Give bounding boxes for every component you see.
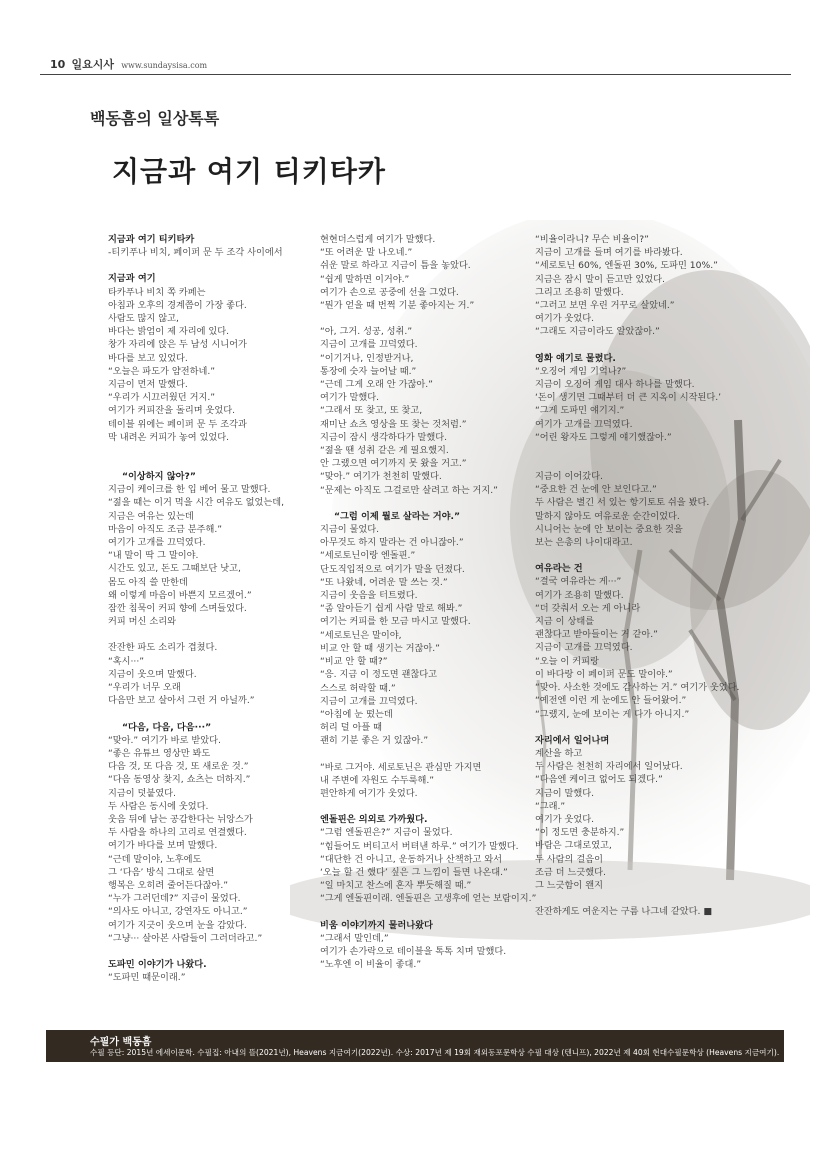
text-line: 스스로 허락할 때.” — [320, 682, 396, 694]
text-line: “이 정도면 충분하지.” — [535, 827, 625, 839]
text-line: “그럼 엔돌핀은?” 지금이 물었다. — [320, 827, 453, 839]
text-line: 커피 머신 소리와 — [108, 616, 176, 628]
text-line: “아, 그거. 성공, 성취.” — [320, 326, 413, 338]
text-line: “누가 그러던데?” 지금이 물었다. — [108, 893, 241, 905]
magazine-url[interactable]: www.sundaysisa.com — [121, 61, 208, 70]
text-line: 지금 이 상태를 — [535, 616, 595, 628]
text-line: “이기거나, 인정받거나, — [320, 352, 414, 364]
paragraph-gap — [320, 748, 536, 761]
section-heading: 도파민 이야기가 나왔다. — [108, 958, 207, 970]
text-line: “일 마치고 찬스에 혼자 뿌듯해질 때.” — [320, 880, 472, 892]
text-line: 계산을 하고 — [535, 747, 583, 759]
text-line: “그러고 보면 우린 거꾸로 살았네.” — [535, 300, 675, 312]
section-heading: 지금과 여기 티키타카 — [108, 234, 195, 245]
header-rule — [40, 74, 791, 75]
text-line: 테이블 위에는 페이퍼 문 두 조각과 — [108, 418, 247, 430]
text-line: 마음이 아직도 조금 분주해.” — [108, 523, 223, 535]
article-column-1 — [108, 233, 284, 984]
text-line: 지금이 먼저 말했다. — [108, 379, 188, 391]
text-line: ‘돈이 생기면 그때부터 더 큰 지옥이 시작된다.’ — [535, 392, 722, 404]
paragraph-gap — [535, 549, 739, 562]
text-line: “그랬지, 눈에 보이는 게 다가 아니지.” — [535, 708, 690, 720]
text-line: “뭔가 얻을 때 번쩍 기분 좋아지는 거.” — [320, 300, 475, 312]
text-line: 보는 은총의 나이대라고. — [535, 537, 633, 549]
text-line: 말하지 않아도 여유로운 순간이었다. — [535, 510, 680, 522]
text-line: 지금이 덧붙였다. — [108, 787, 176, 799]
paragraph-gap — [108, 628, 284, 641]
text-line: 여기가 말했다. — [320, 392, 380, 404]
text-line: 두 사람은 별긴 서 있는 항기토토 쉬을 봤다. — [535, 497, 710, 509]
text-line: 쉬운 말로 하라고 지금이 틈을 놓았다. — [320, 260, 471, 272]
text-line: “비교 안 할 때?” — [320, 656, 388, 668]
section-heading: 지금과 여기 — [108, 273, 156, 285]
text-line: “맞아.” 여기가 바로 받았다. — [108, 734, 221, 746]
author-footer — [46, 1030, 784, 1062]
text-line: 여기가 지긋이 웃으며 눈을 감았다. — [108, 919, 247, 931]
text-line: “오징어 게임 기억나?” — [535, 365, 627, 377]
text-line: 지금이 물었다. — [320, 524, 380, 536]
section-heading: “다음, 다음, 다음···” — [122, 721, 212, 733]
text-line: “우리가 너무 오래 — [108, 682, 181, 694]
page-header — [50, 56, 207, 72]
page-number: 10 — [50, 58, 66, 71]
text-line: 괜찮다고 받아들이는 거 같아.” — [535, 629, 658, 641]
paragraph-gap — [535, 339, 739, 352]
text-line: “예전엔 이런 게 눈에도 안 들어왔어.” — [535, 695, 687, 707]
paragraph-gap — [108, 457, 284, 470]
text-line: 통장에 숫자 늘어날 때.” — [320, 365, 417, 377]
text-line: “세로토닌 60%, 엔돌핀 30%, 도파민 10%.” — [535, 260, 718, 272]
text-line: 두 사람의 걸음이 — [535, 853, 603, 865]
text-line: 그 ‘다음’ 방식 그대로 살면 — [108, 866, 215, 878]
text-line: “비율이라니? 무슨 비율이?” — [535, 234, 649, 245]
series-title: 백동흠의 일상톡톡 — [90, 109, 220, 128]
text-line: 지금이 웃음을 터트렸다. — [320, 590, 418, 602]
text-line: “그게 도파민 얘기지.” — [535, 405, 625, 417]
text-line: 이 바다랑 이 페이퍼 문도 말이야.” — [535, 668, 673, 680]
paragraph-gap — [535, 444, 739, 457]
text-line: “그래서 말인데,” — [320, 932, 389, 944]
text-line: 여기가 웃었다. — [535, 313, 595, 325]
text-line: “오늘은 파도가 얌전하네.” — [108, 365, 216, 377]
text-line: “맞아.” 여기가 천천히 말했다. — [320, 471, 442, 483]
text-line: 왜 이렇게 마음이 바쁜지 모르겠어.” — [108, 589, 252, 601]
text-line: “의사도 아니고, 강연자도 아니고.” — [108, 906, 248, 918]
text-line: 그리고 조용히 말했다. — [535, 286, 624, 298]
text-line: “근데 그게 오래 안 가잖아.” — [320, 379, 433, 391]
paragraph-gap — [535, 721, 739, 734]
section-heading: 비움 이야기까지 물러나왔다 — [320, 919, 433, 931]
text-line: “아침에 눈 떴는데 — [320, 708, 393, 720]
text-line: “혹시···” — [108, 655, 145, 667]
text-line: 바다를 보고 있었다. — [108, 352, 188, 364]
text-line: ‘오늘 할 건 했다’ 싶은 그 느낌이 들면 나온대.” — [320, 866, 508, 878]
article-column-3 — [535, 233, 739, 918]
text-line: 아침과 오후의 경계쯤이 가장 좋다. — [108, 299, 247, 311]
text-line: 타카푸나 비치 쪽 카페는 — [108, 286, 206, 298]
text-line: “도파민 때문이래.” — [108, 972, 186, 984]
paragraph-gap — [320, 497, 536, 510]
text-line: 단도직입적으로 여기가 말을 던졌다. — [320, 563, 465, 575]
text-line: 지금이 오징어 게임 대사 하나를 말했다. — [535, 379, 695, 391]
text-line: 시니어는 눈에 안 보이는 중요한 것을 — [535, 523, 683, 535]
text-line: “좀 알아듣기 쉽게 사람 말로 해봐.” — [320, 603, 463, 615]
text-line: “다음엔 케이크 없어도 되겠다.” — [535, 774, 663, 786]
text-line: “다음 동영상 찾지, 쇼츠는 더하지.” — [108, 774, 251, 786]
text-line: 바다는 밝엄이 제 자리에 있다. — [108, 326, 230, 338]
text-line: 지금이 잠시 생각하다가 말했다. — [320, 431, 448, 443]
paragraph-gap — [108, 444, 284, 457]
paragraph-gap — [320, 906, 536, 919]
text-line: “힘들어도 버티고서 버텨낸 하루.” 여기가 말했다. — [320, 840, 519, 852]
text-line: 행복은 오히려 줄어든다잖아.” — [108, 879, 229, 891]
text-line: “그래서 또 찾고, 또 찾고, — [320, 405, 423, 417]
paragraph-gap — [108, 945, 284, 958]
section-heading: “이상하지 않아?” — [122, 471, 196, 483]
text-line: 잠깐 침묵이 커피 향에 스며들었다. — [108, 603, 247, 615]
text-line: 사람도 많지 않고, — [108, 313, 179, 325]
paragraph-gap — [535, 892, 739, 905]
text-line: 여기가 손가락으로 테이블을 톡톡 치며 말했다. — [320, 945, 507, 957]
text-line: “맞아. 사소한 것에도 감사하는 거.” 여기가 웃었다. — [535, 682, 740, 694]
text-line: “그래.” — [535, 800, 566, 812]
author-bio: 수필 등단: 2015년 에세이문학. 수필집: 아내의 뜰(2021년), Heavens 지금여기(2022년). 수상: 2017년 제 19회 재외동포문학상 수필 대상 (텐니프), 2022년 제 40회 현대수필문학상 (Heavens 지금여기). — [90, 1048, 780, 1057]
text-line: “쉽게 말하면 이거야.” — [320, 273, 410, 285]
section-heading: 엔돌핀은 의외로 가까웠다. — [320, 814, 428, 826]
text-line: 내 주변에 자원도 수두룩해.” — [320, 774, 435, 786]
text-line: “젊을 때는 이거 먹을 시간 여유도 없었는데, — [108, 497, 285, 509]
text-line: “내 말이 딱 그 말이야. — [108, 550, 199, 562]
text-line: 시간도 있고, 돈도 그때보단 낫고, — [108, 563, 241, 575]
text-line: -티키푸나 비치, 페이퍼 문 두 조각 사이에서 — [108, 247, 283, 259]
text-line: 여기가 고개를 끄덕였다. — [535, 418, 633, 430]
text-line: 여기가 고개를 끄덕였다. — [108, 537, 206, 549]
paragraph-gap — [320, 312, 536, 325]
text-line: 창가 자리에 앉은 두 남성 시니어가 — [108, 339, 247, 351]
magazine-name: 일요시사 — [71, 58, 115, 71]
text-line: 비교 안 할 때 생기는 거잖아.” — [320, 642, 440, 654]
text-line: 안 그랬으면 여기까지 못 왔을 거고.” — [320, 458, 467, 470]
text-line: “중요한 건 눈에 안 보인다고.” — [535, 484, 657, 496]
section-heading: 영화 얘기로 물렸다. — [535, 352, 616, 364]
text-line: 잔잔하게도 여운지는 구름 나그네 같았다. ■ — [535, 906, 713, 918]
text-line: 여기가 조용히 말했다. — [535, 589, 624, 601]
text-line: 지금이 고개를 끄덕였다. — [535, 642, 633, 654]
text-line: 지금이 고개를 들며 여기를 바라봤다. — [535, 247, 683, 259]
text-line: 아무것도 하지 말라는 건 아니잖아.” — [320, 537, 464, 549]
paragraph-gap — [535, 457, 739, 470]
text-line: 편안하게 여기가 웃었다. — [320, 787, 418, 799]
text-line: “그래도 지금이라도 알았잖아.” — [535, 326, 660, 338]
text-line: 바람은 그대로였고, — [535, 840, 612, 852]
paragraph-gap — [320, 800, 536, 813]
text-line: 지금은 잠시 말이 듣고만 있었다. — [535, 273, 665, 285]
text-line: “오늘 이 커피랑 — [535, 655, 599, 667]
text-line: 여기가 커피잔을 돌리며 웃었다. — [108, 405, 236, 417]
text-line: “어린 왕자도 그렇게 얘기했잖아.” — [535, 431, 672, 443]
text-line: 다음만 보고 살아서 그런 거 아닐까.” — [108, 695, 255, 707]
author-heading: 수필가 백동흠 — [90, 1037, 152, 1048]
text-line: “문제는 아직도 그걸로만 살려고 하는 거지.” — [320, 484, 498, 496]
paragraph-gap — [108, 708, 284, 721]
text-line: 그 느긋함이 왠지 — [535, 879, 603, 891]
text-line: “그냥··· 살아본 사람들이 그러더라고.” — [108, 932, 263, 944]
text-line: 조금 더 느긋했다. — [535, 866, 606, 878]
text-line: 지금이 고개를 끄덕였다. — [320, 695, 418, 707]
paragraph-gap — [108, 259, 284, 272]
text-line: “그게 엔돌핀이래. 엔돌핀은 고생후에 얻는 보람이지.” — [320, 893, 537, 905]
text-line: 두 사람을 하나의 고리로 연결했다. — [108, 827, 247, 839]
text-line: “대단한 건 아니고, 운동하거나 산책하고 와서 — [320, 853, 503, 865]
text-line: 지금이 이어갔다. — [535, 471, 603, 483]
text-line: “세로토닌이랑 엔돌핀.” — [320, 550, 416, 562]
text-line: “젊을 땐 성취 같은 게 필요했지. — [320, 445, 449, 457]
text-line: 잔잔한 파도 소리가 겹쳤다. — [108, 642, 218, 654]
section-heading: 자리에서 일어나며 — [535, 734, 610, 746]
text-line: “노후엔 이 비율이 좋대.” — [320, 959, 422, 971]
text-line: 다음 것, 또 다음 것, 또 새로운 것.” — [108, 761, 249, 773]
text-line: “또 어려운 말 나오네.” — [320, 247, 413, 259]
article-title: 지금과 여기 티키타카 — [112, 155, 386, 188]
text-line: 웃음 뒤에 남는 공감한다는 뉘앙스가 — [108, 813, 253, 825]
text-line: “더 갖춰서 오는 게 아니라 — [535, 602, 641, 614]
text-line: 지금이 케이크를 한 입 베어 물고 말했다. — [108, 484, 271, 496]
text-line: 두 사람은 동시에 웃었다. — [108, 800, 209, 812]
article-column-2 — [320, 233, 536, 971]
text-line: “응. 지금 이 정도면 괜찮다고 — [320, 669, 437, 681]
text-line: 여기는 커피를 한 모금 마시고 말했다. — [320, 616, 471, 628]
text-line: 지금은 여유는 있는데 — [108, 510, 194, 522]
text-line: “세로토닌은 말이야, — [320, 629, 402, 641]
text-line: 허리 덜 아플 때 — [320, 722, 383, 734]
text-line: “결국 여유라는 게···” — [535, 576, 622, 588]
text-line: “우리가 시끄러웠던 거지.” — [108, 392, 216, 404]
text-line: 여기가 바다를 보며 말했다. — [108, 840, 218, 852]
text-line: 몸도 아직 쓸 만한데 — [108, 576, 188, 588]
text-line: 지금이 말했다. — [535, 787, 595, 799]
text-line: 재미난 쇼츠 영상을 또 찾는 것처럼.” — [320, 418, 467, 430]
text-line: “근데 말이야, 노후에도 — [108, 853, 202, 865]
text-line: “바로 그거야. 세로토닌은 관심만 가지면 — [320, 761, 482, 773]
text-line: 여기가 웃었다. — [535, 813, 595, 825]
text-line: 지금이 고개를 끄덕였다. — [320, 339, 418, 351]
text-line: 막 내려온 커피가 놓여 있었다. — [108, 431, 230, 443]
text-line: 지금이 웃으며 말했다. — [108, 668, 197, 680]
text-line: 현현더스럽게 여기가 말했다. — [320, 234, 436, 245]
section-heading: 여유라는 건 — [535, 563, 583, 575]
text-line: “좋은 유튜브 영상만 봐도 — [108, 747, 211, 759]
section-heading: “그럼 이제 뭘로 살라는 거야.” — [334, 510, 460, 522]
text-line: 괜히 기분 좋은 거 있잖아.” — [320, 735, 429, 747]
text-line: 여기가 손으로 공중에 선을 그었다. — [320, 286, 459, 298]
text-line: “또 나왔네, 어려운 말 쓰는 것.” — [320, 576, 448, 588]
text-line: 두 사람은 천천히 자리에서 일어났다. — [535, 761, 683, 773]
